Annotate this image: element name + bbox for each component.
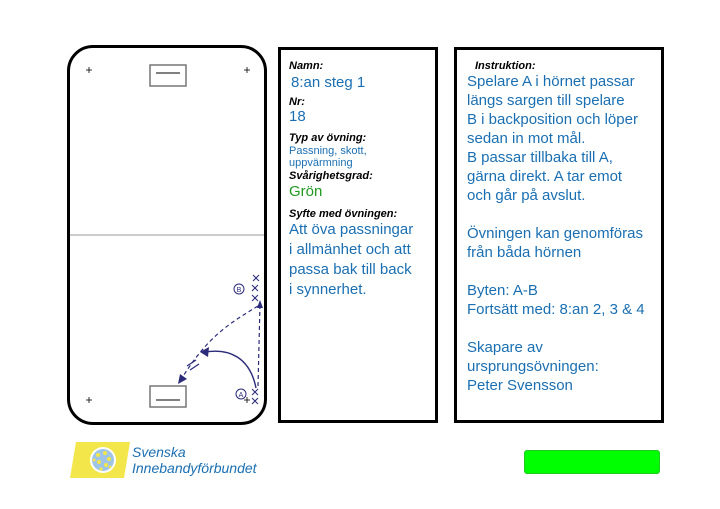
instruction-line: Peter Svensson — [467, 377, 573, 394]
instruction-line: sedan in mot mål. — [467, 130, 586, 147]
instruction-line: B i backposition och löper — [467, 111, 638, 128]
instruction-box — [454, 47, 664, 423]
type-value-line1: Passning, skott, — [289, 145, 367, 157]
name-value: 8:an steg 1 — [291, 74, 366, 91]
instruction-line: Övningen kan genomföras — [467, 225, 643, 242]
bottom-goal — [150, 386, 186, 407]
logo-line2: Innebandyförbundet — [132, 460, 257, 476]
instruction-line: B passar tillbaka till A, — [467, 149, 613, 166]
floorball-logo-icon — [70, 440, 132, 480]
instruction-spacer — [467, 319, 645, 338]
rink-diagram — [67, 45, 267, 425]
instruction-line: och går på avslut. — [467, 187, 586, 204]
player-a-label: A — [238, 392, 244, 399]
instruction-spacer — [467, 262, 645, 281]
difficulty-color-bar — [524, 450, 660, 474]
difficulty-value: Grön — [289, 183, 323, 200]
instruction-line: Spelare A i hörnet passar — [467, 73, 635, 90]
type-label: Typ av övning: — [289, 132, 367, 144]
nr-label: Nr: — [289, 96, 305, 108]
run-line-a — [205, 351, 256, 388]
purpose-line4: i synnerhet. — [289, 281, 367, 298]
instruction-line: Fortsätt med: 8:an 2, 3 & 4 — [467, 301, 645, 318]
purpose-line3: passa bak till back — [289, 261, 412, 278]
federation-logo — [70, 440, 270, 480]
nr-value: 18 — [289, 108, 306, 125]
difficulty-label: Svårighetsgrad: — [289, 170, 373, 182]
instruction-line: Byten: A-B — [467, 282, 538, 299]
purpose-label: Syfte med övningen: — [289, 208, 398, 220]
instruction-line: gärna direkt. A tar emot — [467, 168, 623, 185]
logo-line1: Svenska — [132, 444, 186, 460]
purpose-line1: Att öva passningar — [289, 221, 414, 238]
player-b-label: B — [236, 287, 242, 294]
instruction-line: Skapare av — [467, 339, 543, 356]
instruction-label: Instruktion: — [475, 60, 536, 72]
instruction-line: från båda hörnen — [467, 244, 582, 261]
rink-drawing — [70, 48, 264, 422]
top-goal — [150, 65, 186, 86]
exercise-info-box — [278, 47, 438, 423]
player-a-marks — [252, 389, 258, 404]
name-label: Namn: — [289, 60, 324, 72]
instruction-line: längs sargen till spelare — [467, 92, 625, 109]
player-b-marks — [252, 275, 259, 301]
pass-line-a-to-b — [258, 304, 260, 386]
instruction-line: ursprungsövningen: — [467, 358, 599, 375]
purpose-line2: i allmänhet och att — [289, 241, 411, 258]
instruction-spacer — [467, 205, 645, 224]
instruction-text — [467, 72, 645, 395]
type-value-line2: uppvärmning — [289, 157, 353, 169]
